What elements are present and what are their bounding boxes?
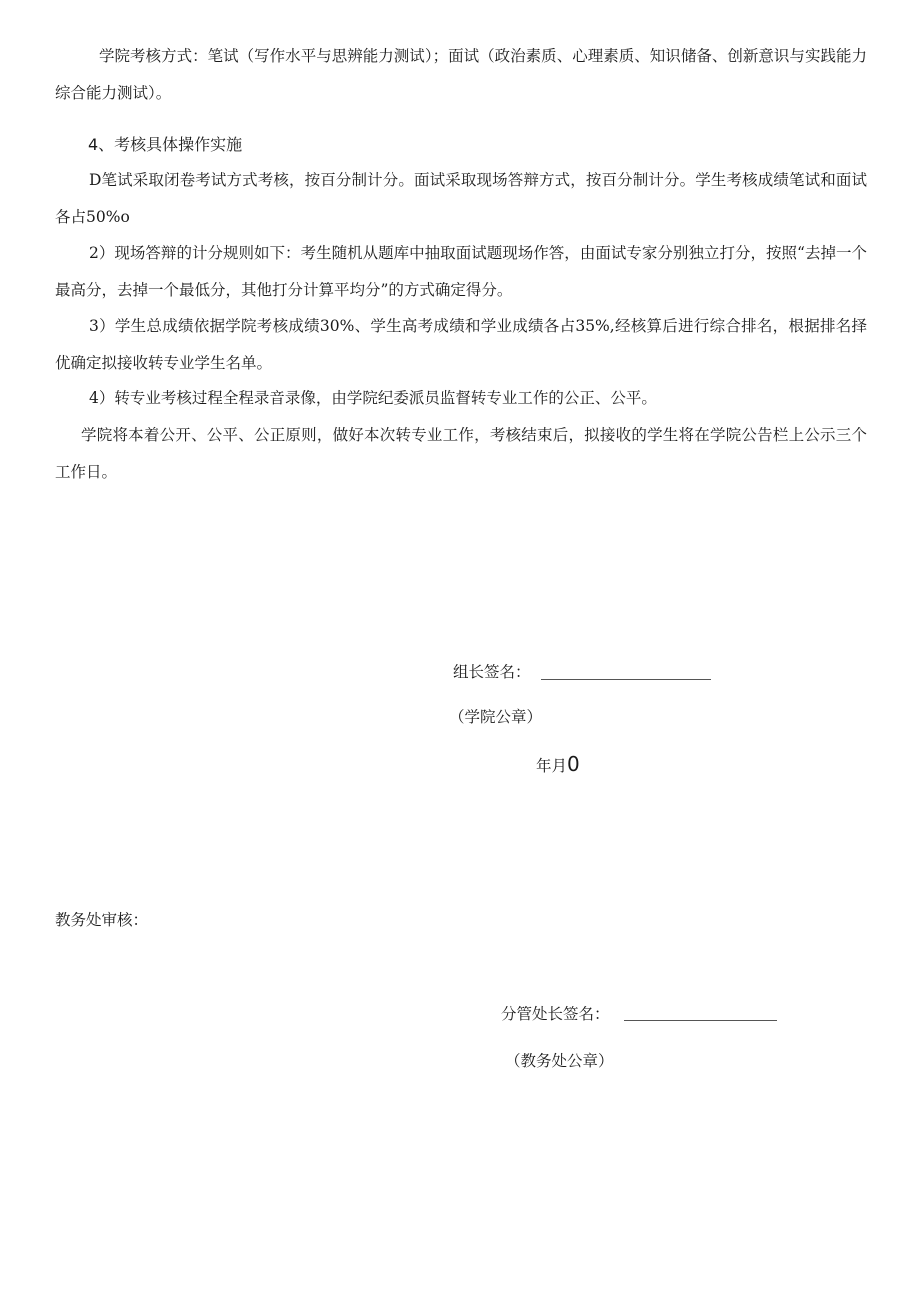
closing-paragraph: 学院将本着公开、公平、公正原则，做好本次转专业工作，考核结束后，拟接收的学生将在学院公告栏上公示三个工作日。 xyxy=(55,426,867,481)
date-label: 年月 xyxy=(536,757,568,775)
leader-signature-line xyxy=(541,679,711,680)
signature-date xyxy=(536,752,580,776)
academic-affairs-review-label: 教务处审核： xyxy=(55,911,149,929)
leader-signature-label: 组长签名： xyxy=(453,663,531,681)
section-4-item-4: 4）转专业考核过程全程录音录像，由学院纪委派员监督转专业工作的公正、公平。 xyxy=(89,389,657,407)
section-4-item-2: 2）现场答辩的计分规则如下：考生随机从题库中抽取面试题现场作答，由面试专家分别独立打分，按照“去掉一个最高分，去掉一个最低分，其他打分计算平均分”的方式确定得分。 xyxy=(55,244,867,299)
date-zero: 0 xyxy=(567,752,580,776)
director-signature-label: 分管处长签名： xyxy=(501,1005,610,1023)
director-signature-line xyxy=(624,1020,777,1021)
section-4-heading: 4、考核具体操作实施 xyxy=(88,135,243,154)
academic-affairs-seal-label: （教务处公章） xyxy=(505,1052,614,1070)
college-seal-label: （学院公章） xyxy=(449,708,543,726)
assessment-method-paragraph: 学院考核方式：笔试（写作水平与思辨能力测试）；面试（政治素质、心理素质、知识储备、创新意识与实践能力综合能力测试）。 xyxy=(55,47,867,102)
section-4-item-3: 3）学生总成绩依据学院考核成绩30%、学生高考成绩和学业成绩各占35%,经核算后进行综合排名，根据排名择优确定拟接收转专业学生名单。 xyxy=(55,317,867,372)
section-4-item-1: D笔试采取闭卷考试方式考核，按百分制计分。面试采取现场答辩方式，按百分制计分。学生考核成绩笔试和面试各占50%o xyxy=(55,171,867,226)
